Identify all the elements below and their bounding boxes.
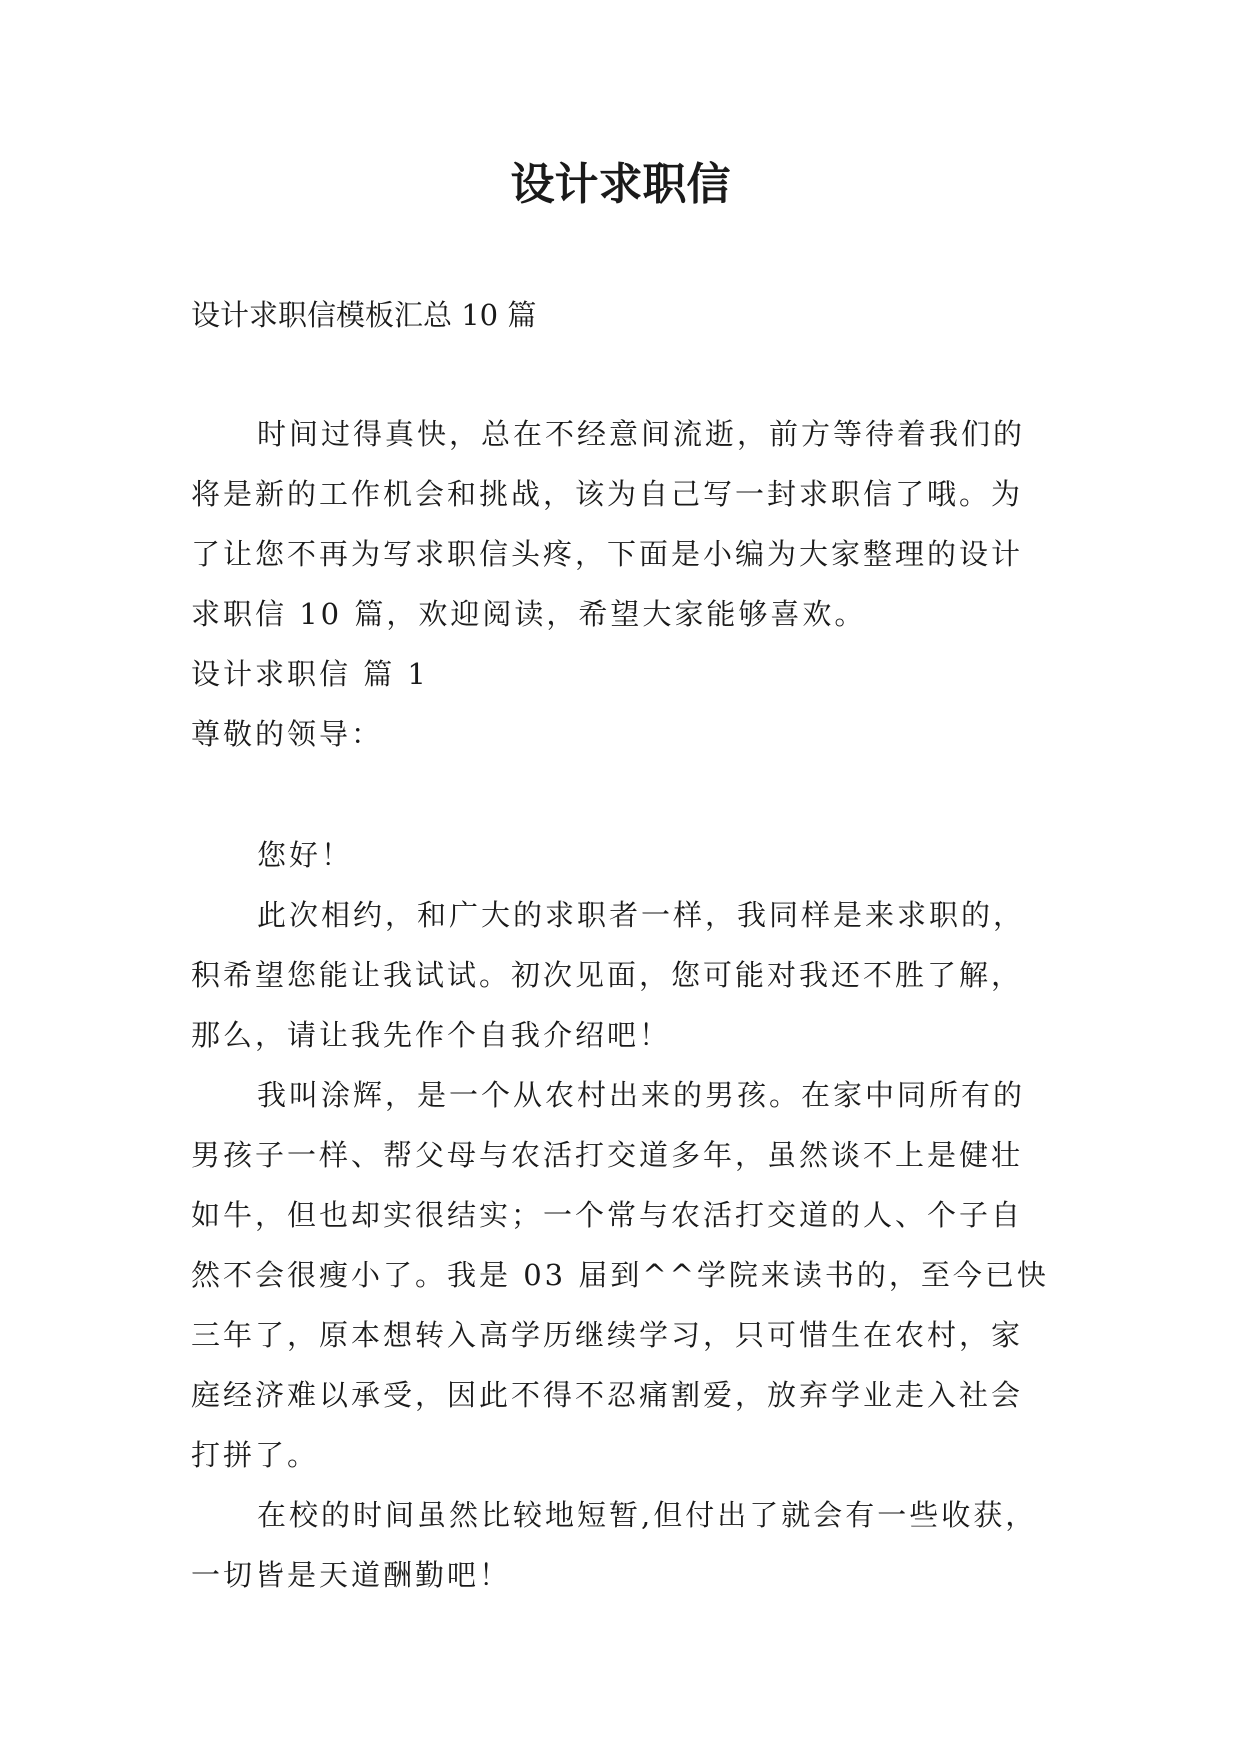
- paragraph-line: 三年了，原本想转入高学历继续学习，只可惜生在农村，家: [191, 1318, 1024, 1352]
- paragraph-line: 男孩子一样、帮父母与农活打交道多年，虽然谈不上是健壮: [191, 1138, 1024, 1172]
- document-title: 设计求职信: [510, 159, 731, 210]
- paragraph-line: 庭经济难以承受，因此不得不忍痛割爱，放弃学业走入社会: [191, 1378, 1024, 1412]
- document-subtitle: 设计求职信模板汇总 10 篇: [191, 298, 537, 332]
- intro-line: 将是新的工作机会和挑战，该为自己写一封求职信了哦。为: [191, 477, 1024, 511]
- intro-line: 求职信 10 篇，欢迎阅读，希望大家能够喜欢。: [191, 597, 867, 631]
- paragraph-line: 积希望您能让我试试。初次见面，您可能对我还不胜了解，: [191, 958, 1024, 992]
- document-body: [191, 404, 1071, 1605]
- paragraph-line: 此次相约，和广大的求职者一样，我同样是来求职的，: [257, 898, 1026, 932]
- paragraph-line: 在校的时间虽然比较地短暂,但付出了就会有一些收获，: [257, 1498, 1038, 1532]
- intro-line: 时间过得真快，总在不经意间流逝，前方等待着我们的: [257, 417, 1026, 451]
- greeting: 您好！: [257, 838, 354, 872]
- paragraph-line: 如牛，但也却实很结实；一个常与农活打交道的人、个子自: [191, 1198, 1024, 1232]
- blank-line: [191, 764, 1071, 825]
- paragraph-line: 一切皆是天道酬勤吧！: [191, 1558, 512, 1592]
- paragraph-line: 我叫涂辉，是一个从农村出来的男孩。在家中同所有的: [257, 1078, 1026, 1112]
- intro-line: 了让您不再为写求职信头疼，下面是小编为大家整理的设计: [191, 537, 1024, 571]
- salutation: 尊敬的领导：: [191, 717, 384, 751]
- paragraph-line: 打拼了。: [191, 1438, 320, 1472]
- section-heading: 设计求职信 篇 1: [191, 657, 429, 691]
- paragraph-line: 那么，请让我先作个自我介绍吧！: [191, 1018, 672, 1052]
- paragraph-line: 然不会很瘦小了。我是 03 届到^^学院来读书的，至今已快: [191, 1258, 1049, 1292]
